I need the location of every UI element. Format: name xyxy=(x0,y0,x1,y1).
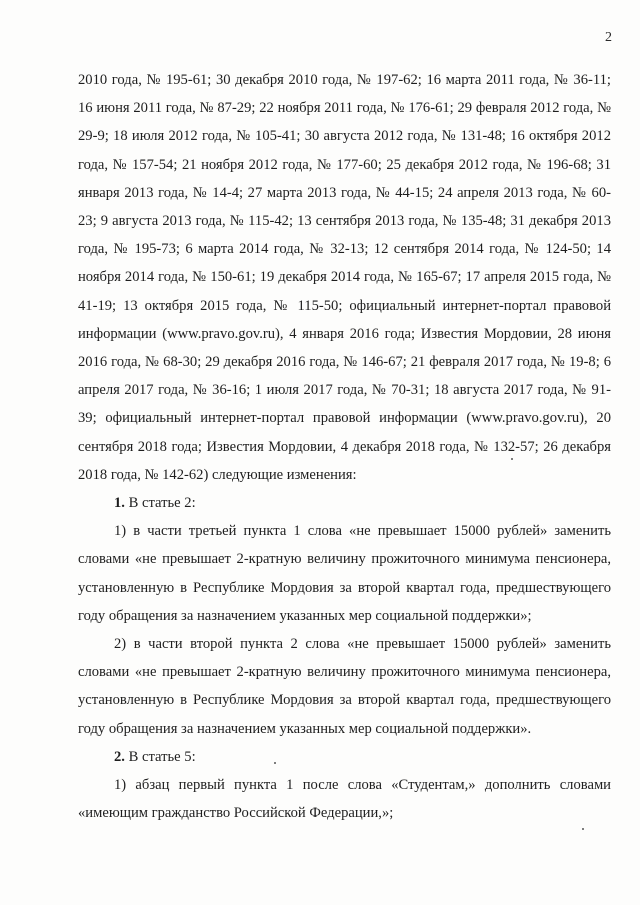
article-5-number: 2. xyxy=(114,748,125,765)
article-2-item-1: 1) в части третьей пункта 1 слова «не превышает 15000 рублей» заменить словами «не превышает 2-кратную величину прожиточного минимума пенсионера, установленную в Республике Мордовия за второй квартал года, предшествующего году обращения за назначением указанных мер социальной поддержки»; xyxy=(78,523,611,624)
scan-speck xyxy=(511,458,513,460)
document-body xyxy=(78,66,611,827)
article-2-heading-text: В статье 2: xyxy=(124,495,196,512)
article-2-number: 1. xyxy=(114,495,125,512)
page-number: 2 xyxy=(605,30,612,45)
amendment-list-paragraph: 2010 года, № 195-61; 30 декабря 2010 года, № 197-62; 16 марта 2011 года, № 36-11; 16 июня 2011 года, № 87-29; 22 ноября 2011 года, № 176-61; 29 февраля 2012 года, № 29-9; 18 июля 2012 года, № 105-41; 30 августа 2012 года, № 131-48; 16 октября 2012 года, № 157-54; 21 ноября 2012 года, № 177-60; 25 декабря 2012 года, № 196-68; 31 января 2013 года, № 14-4; 27 марта 2013 года, № 44-15; 24 апреля 2013 года, № 60-23; 9 августа 2013 года, № 115-42; 13 сентября 2013 года, № 135-48; 31 декабря 2013 года, № 195-73; 6 марта 2014 года, № 32-13; 12 сентября 2014 года, № 124-50; 14 ноября 2014 года, № 150-61; 19 декабря 2014 года, № 165-67; 17 апреля 2015 года, № 41-19; 13 октября 2015 года, № 115-50; официальный интернет-портал правовой информации (www.pravo.gov.ru), 4 января 2016 года; Известия Мордовии, 28 июня 2016 года, № 68-30; 29 декабря 2016 года, № 146-67; 21 февраля 2017 года, № 19-8; 6 апреля 2017 года, № 36-16; 1 июля 2017 года, № 70-31; 18 августа 2017 года, № 91-39; официальный интернет-портал правовой информации (www.pravo.gov.ru), 20 сентября 2018 года; Известия Мордовии, 4 декабря 2018 года, № 132-57; 26 декабря 2018 года, № 142-62) следующие изменения: xyxy=(78,72,611,483)
scan-speck xyxy=(582,828,584,830)
article-5-heading-text: В статье 5: xyxy=(124,748,196,765)
article-5-item-1: 1) абзац первый пункта 1 после слова «Студентам,» дополнить словами «имеющим гражданство Российской Федерации,»; xyxy=(78,777,611,822)
article-5-heading xyxy=(78,743,611,771)
scan-speck xyxy=(274,762,276,764)
article-2-item-2: 2) в части второй пункта 2 слова «не превышает 15000 рублей» заменить словами «не превышает 2-кратную величину прожиточного минимума пенсионера, установленную в Республике Мордовия за второй квартал года, предшествующего году обращения за назначением указанных мер социальной поддержки». xyxy=(78,636,611,737)
article-2-heading xyxy=(78,489,611,517)
